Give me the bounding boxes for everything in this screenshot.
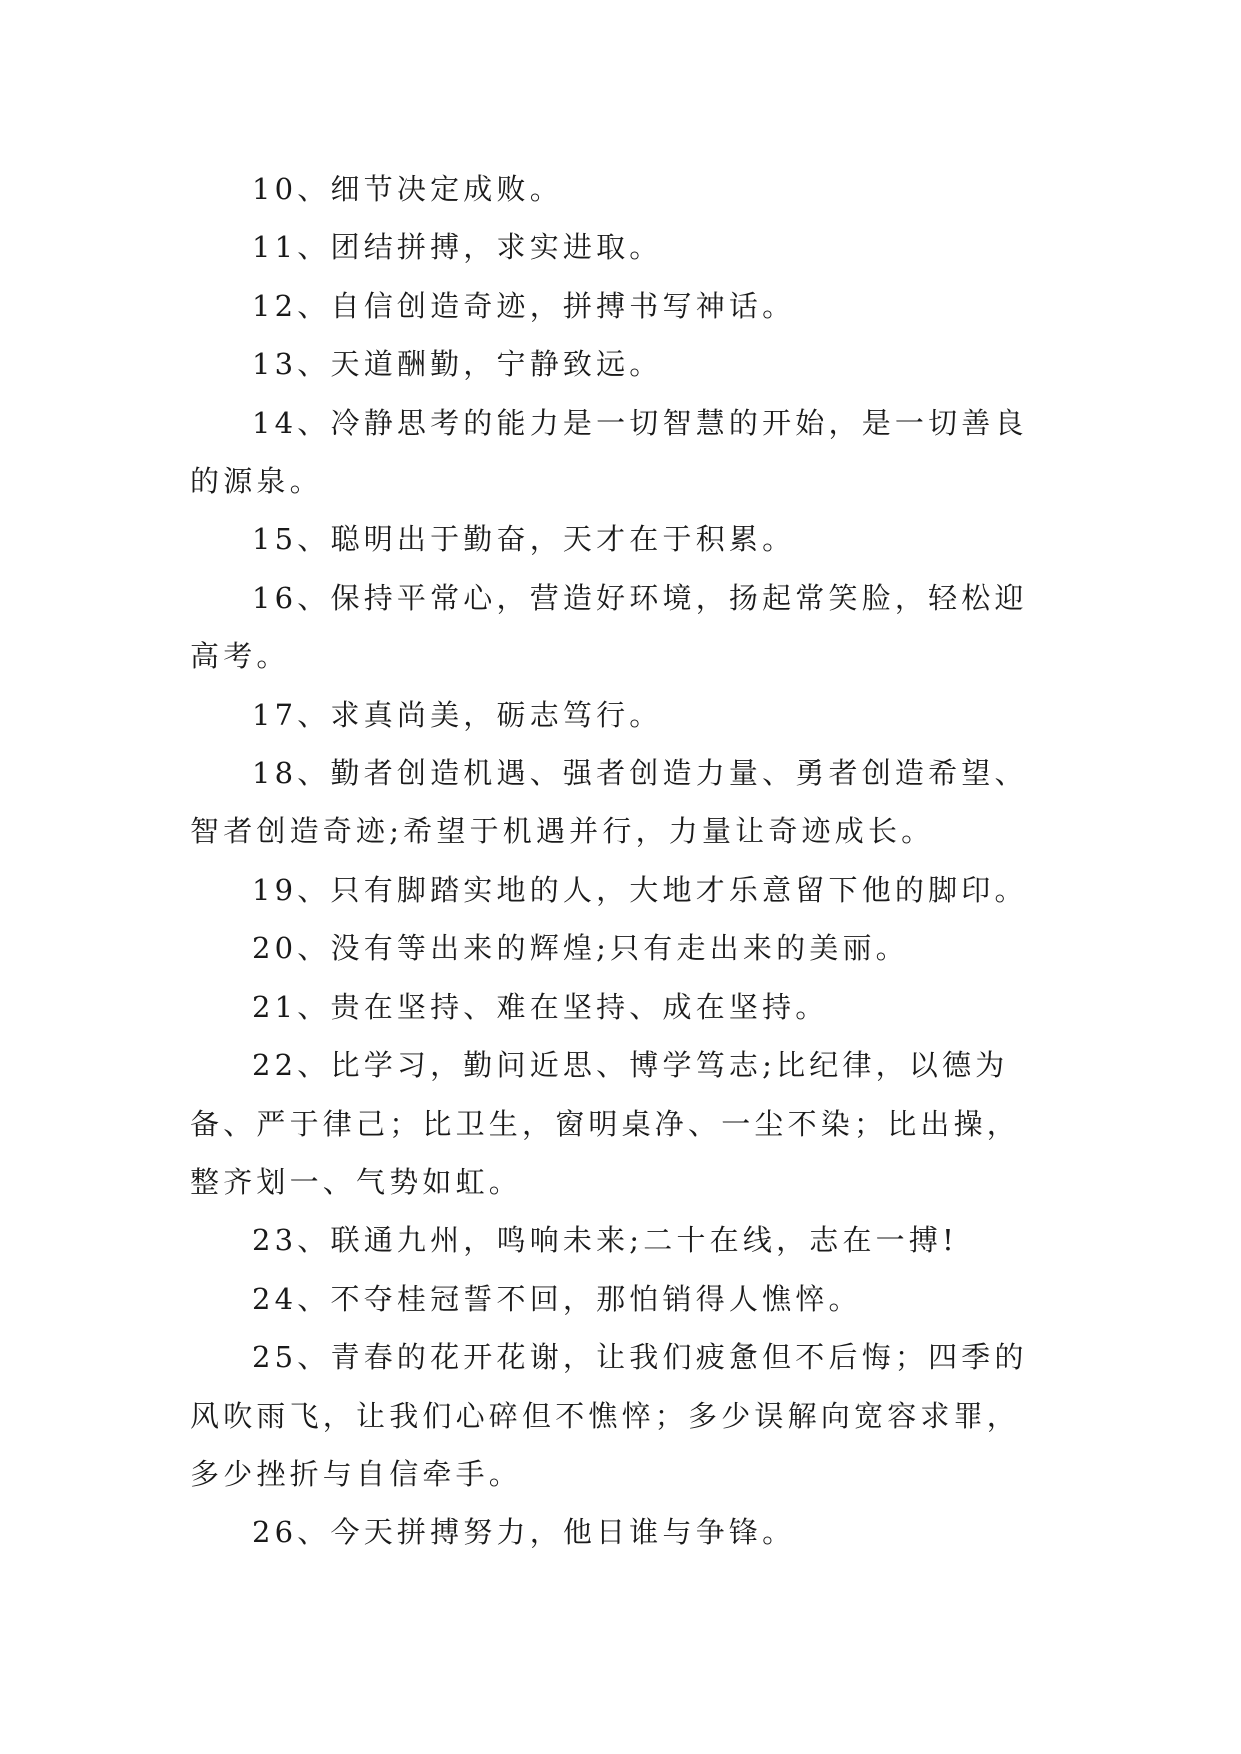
paragraph-23: 23、联通九州，鸣响未来;二十在线，志在一搏! [252,1223,958,1258]
paragraph-18: 18、勤者创造机遇、强者创造力量、勇者创造希望、智者创造奇迹;希望于机遇并行，力量让奇迹成长。 [190,756,1028,849]
paragraph-11: 11、团结拼搏，求实进取。 [252,230,663,265]
paragraph-10: 10、细节决定成败。 [252,172,563,206]
paragraph-17: 17、求真尚美，砺志笃行。 [252,697,663,732]
document-body [190,160,1052,1562]
paragraph-25: 25、青春的花开花谢，让我们疲惫但不后悔；四季的风吹雨飞，让我们心碎但不憔悴；多少误解向宽容求罪，多少挫折与自信牵手。 [190,1340,1028,1491]
paragraph-22: 22、比学习，勤问近思、博学笃志;比纪律，以德为备、严于律己；比卫生，窗明桌净、一尘不染；比出操，整齐划一、气势如虹。 [190,1048,1021,1199]
paragraph-16: 16、保持平常心，营造好环境，扬起常笑脸，轻松迎高考。 [190,580,1028,674]
paragraph-15: 15、聪明出于勤奋，天才在于积累。 [252,522,796,557]
paragraph-14: 14、冷静思考的能力是一切智慧的开始，是一切善良的源泉。 [190,405,1028,499]
paragraph-26: 26、今天拼搏努力，他日谁与争锋。 [252,1515,796,1550]
paragraph-21: 21、贵在坚持、难在坚持、成在坚持。 [252,989,829,1024]
paragraph-20: 20、没有等出来的辉煌;只有走出来的美丽。 [252,931,909,966]
paragraph-24: 24、不夺桂冠誓不回，那怕销得人憔悴。 [252,1281,862,1316]
paragraph-12: 12、自信创造奇迹，拼搏书写神话。 [252,288,796,323]
paragraph-13: 13、天道酬勤，宁静致远。 [252,347,663,382]
paragraph-19: 19、只有脚踏实地的人，大地才乐意留下他的脚印。 [252,872,1028,907]
